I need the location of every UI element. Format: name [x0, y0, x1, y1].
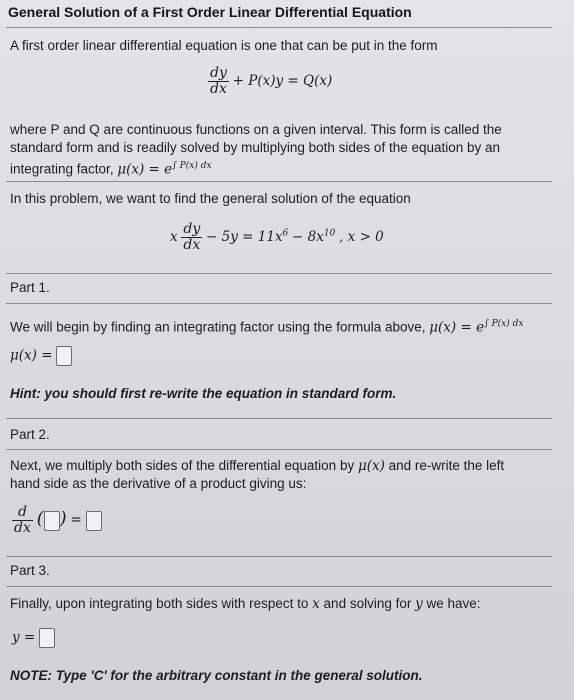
- standard-form-rest: + P(x)y = Q(x): [232, 73, 333, 90]
- divider: [6, 449, 552, 450]
- d-dx-fraction: $\frac{d}{dx}$: [14, 504, 31, 536]
- y-answer-input[interactable]: [39, 628, 55, 648]
- part-1-text: We will begin by finding an integrating factor using the formula above, $\mu(x) = e^{\int P(x) dx}$: [10, 319, 524, 336]
- part-3-answer-row: [12, 628, 55, 648]
- part-1-hint: Hint: you should first re-write the equation in standard form.: [10, 386, 397, 401]
- part-3-note: NOTE: Type 'C' for the arbitrary constant in the general solution.: [10, 668, 423, 683]
- integrating-factor-formula: μ(x) = e: [117, 161, 173, 178]
- intro-paragraph-line-3: integrating factor, $\mu(x) = e^{\int P(x) dx}$: [10, 161, 212, 178]
- page-title: General Solution of a First Order Linear Differential Equation: [8, 4, 412, 20]
- divider: [6, 27, 552, 28]
- rhs-answer-input[interactable]: [86, 511, 102, 531]
- problem-intro: In this problem, we want to find the general solution of the equation: [10, 191, 411, 206]
- part-1-answer-row: [10, 346, 72, 366]
- divider: [6, 181, 552, 182]
- dy-dx-fraction: $\frac{dy}{dx}$: [183, 221, 201, 253]
- divider: [6, 273, 552, 274]
- y-label: y =: [12, 629, 36, 646]
- part-2-line-1: Next, we multiply both sides of the differential equation by μ(x) and re-write the left: [10, 458, 505, 474]
- part-1-label: Part 1.: [10, 280, 50, 295]
- divider: [6, 556, 552, 557]
- divider: [6, 303, 552, 304]
- standard-form-equation: [208, 66, 332, 97]
- intro-text: A first order linear differential equation is one that can be put in the form: [10, 38, 438, 53]
- part-2-derivative-row: $\frac{d}{dx}$ ( ) =: [12, 505, 102, 536]
- intro-paragraph-line-1: where P and Q are continuous functions on a given interval. This form is called the: [10, 122, 502, 137]
- divider: [6, 586, 552, 587]
- intro-paragraph-line-2: standard form and is readily solved by multiplying both sides of the equation by an: [10, 140, 501, 155]
- divider: [6, 418, 552, 419]
- part-3-text: Finally, upon integrating both sides with respect to x and solving for y we have:: [10, 596, 481, 612]
- part-2-line-2: hand side as the derivative of a product giving us:: [10, 476, 307, 491]
- part-2-label: Part 2.: [10, 427, 50, 442]
- part-3-label: Part 3.: [10, 563, 50, 578]
- mu-answer-input[interactable]: [56, 346, 72, 366]
- product-answer-input[interactable]: [44, 511, 60, 531]
- dy-dx-fraction: $\frac{dy}{dx}$: [210, 65, 227, 97]
- problem-equation: x $\frac{dy}{dx}$ − $5y = 11x^6 - 8x^{10}$ , x > 0: [170, 221, 384, 253]
- mu-label: μ(x) =: [10, 347, 53, 364]
